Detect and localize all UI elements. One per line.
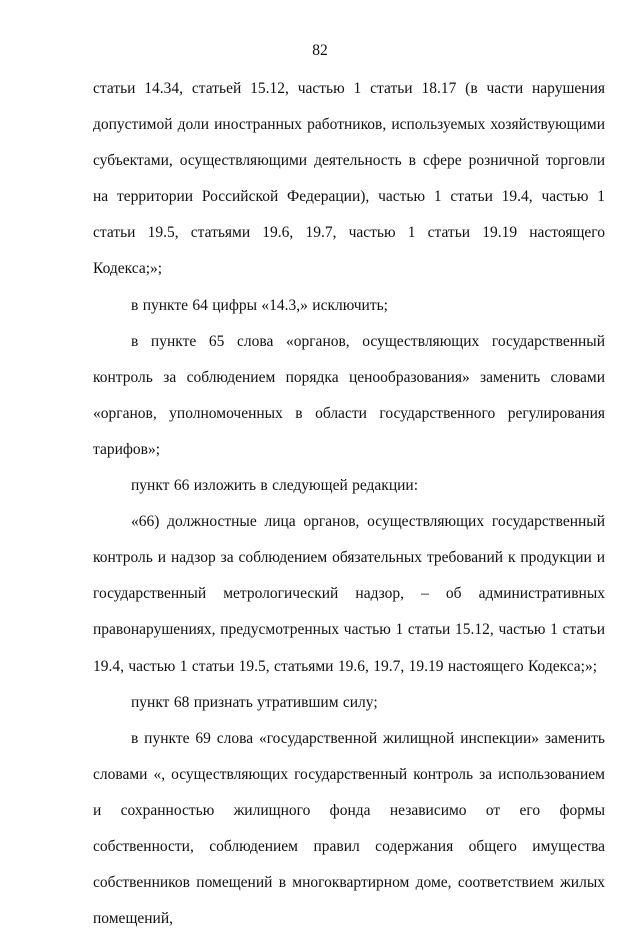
paragraph-item-66-text: «66) должностные лица органов, осуществляющих государственный контроль и надзор за соблюдением обязательных требований к продукции и государственный метрологический надзор, – об административных правонарушениях, предусмотренных частью 1 статьи 15.12, частью 1 статьи 19.4, частью 1 статьи 19.5, статьями 19.6, 19.7, 19.19 настоящего Кодекса;»; <box>93 513 605 675</box>
paragraph-item-69: в пункте 69 слова «государственной жилищной инспекции» заменить словами «, осуществляющих государственный контроль за использованием и сохранностью жилищного фонда независимо от его формы собственности, соблюдением правил содержания общего имущества собственников помещений в многоквартирном доме, соответствием жилых помещений, <box>93 729 605 928</box>
paragraph-item-68: пункт 68 признать утратившим силу; <box>131 693 378 711</box>
paragraph-continuation: статьи 14.34, статьей 15.12, частью 1 статьи 18.17 (в части нарушения допустимой доли иностранных работников, используемых хозяйствующими субъектами, осуществляющими деятельность в сфере розничной торговли на территории Российской Федерации), частью 1 статьи 19.4, частью 1 статьи 19.5, статьями 19.6, 19.7, частью 1 статьи 19.19 настоящего Кодекса;»; <box>93 80 605 278</box>
document-body <box>93 71 605 937</box>
paragraph-item-65: в пункте 65 слова «органов, осуществляющих государственный контроль за соблюдением порядка ценообразования» заменить словами «органов, уполномоченных в области государственного регулирования тарифов»; <box>93 332 605 458</box>
page-number: 82 <box>312 42 328 59</box>
paragraph-item-64: в пункте 64 цифры «14.3,» исключить; <box>131 296 388 314</box>
paragraph-item-66-intro: пункт 66 изложить в следующей редакции: <box>131 477 419 495</box>
